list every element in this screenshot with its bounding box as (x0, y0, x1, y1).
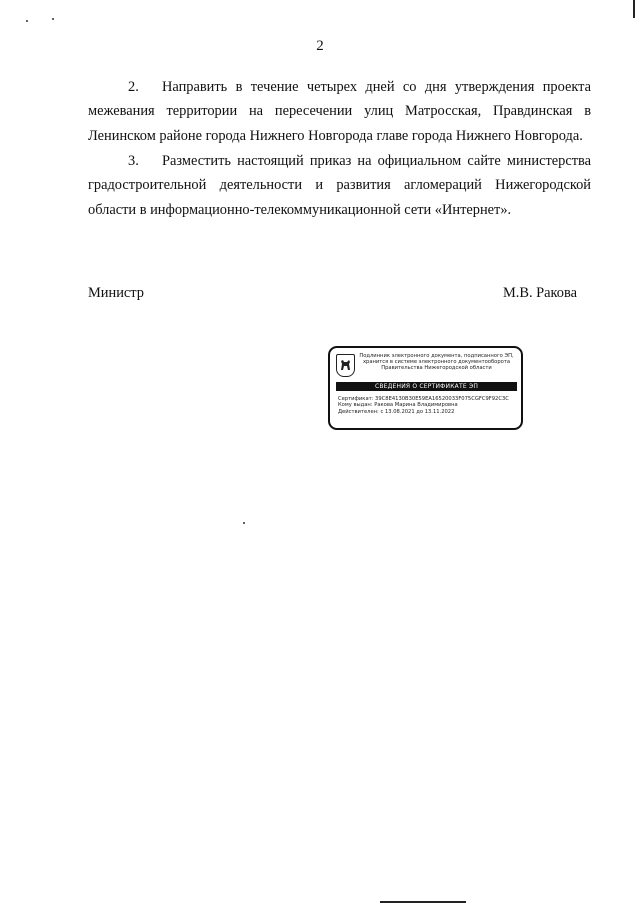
stamp-line-3: Правительства Нижегородской области (381, 365, 492, 372)
issued-to-label: Кому выдан: (338, 402, 373, 409)
item-3-paragraph (88, 149, 591, 222)
valid-label: Действителен: (338, 408, 379, 415)
signer-name: М.В. Ракова (502, 285, 577, 301)
scan-edge-mark (380, 901, 466, 903)
scan-speck (26, 20, 28, 22)
coat-of-arms-icon (336, 354, 355, 377)
item-number: 2. (128, 79, 139, 95)
item-text: Направить в течение четырех дней со дня утверждения проекта межевания территории на пересечении улиц Матросская, Правдинская в Ленинском районе города Нижнего Новгорода главе города Нижнего Новгорода. (88, 79, 591, 144)
item-number: 3. (128, 153, 139, 169)
stamp-header (334, 353, 517, 383)
issued-to-value: Ракова Марина Владимировна (374, 402, 458, 409)
stamp-line-2: хранится в системе электронного документооборота (362, 359, 511, 366)
item-2-paragraph (88, 75, 591, 148)
valid-value: с 13.08.2021 до 13.11.2022 (380, 408, 455, 415)
page-number: 2 (316, 38, 324, 54)
certificate-label: Сертификат: (338, 396, 374, 402)
signer-title: Министр (88, 285, 144, 301)
scan-speck (243, 522, 245, 524)
valid-row (338, 409, 517, 415)
certificate-value: 39C8E4130B30E59EA16520033F075CGFC9F92C3C (375, 396, 509, 402)
stamp-line-1: Подлинник электронного документа, подписанного ЭП, (359, 353, 514, 359)
scan-speck (52, 18, 54, 20)
signature-block (88, 285, 577, 302)
stamp-banner: СВЕДЕНИЯ О СЕРТИФИКАТЕ ЭП (336, 382, 517, 391)
stamp-certificate-info (338, 396, 517, 415)
scan-edge-mark (633, 0, 635, 18)
e-signature-stamp (328, 346, 523, 430)
stamp-header-text (356, 353, 517, 372)
item-text: Разместить настоящий приказ на официальном сайте министерства градостроительной деятельности и развития агломераций Нижегородской области в информационно-телекоммуникационной сети «Интернет». (88, 153, 591, 218)
